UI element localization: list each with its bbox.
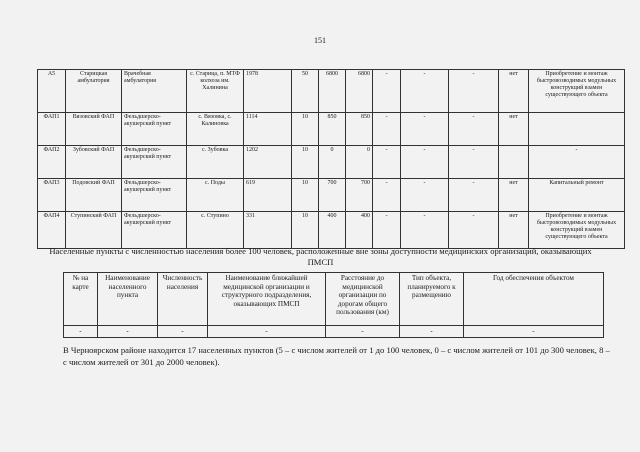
table-cell: - xyxy=(208,326,326,338)
table-row xyxy=(38,212,625,249)
cell-area: 50 xyxy=(292,70,319,113)
cell-v1: 700 xyxy=(319,179,346,212)
cell-exists xyxy=(499,146,529,179)
cell-d3: - xyxy=(449,146,499,179)
cell-exists: нет xyxy=(499,70,529,113)
settlements-table xyxy=(63,272,604,338)
cell-year: 1114 xyxy=(244,113,292,146)
header-cell: Наименование ближайшей медицинской организации и структурного подразделения, оказывающих ПМСП xyxy=(208,273,326,326)
table-header-row xyxy=(64,273,604,326)
header-cell: № на карте xyxy=(64,273,98,326)
header-cell: Расстояние до медицинской организации по дорогам общего пользования (км) xyxy=(326,273,400,326)
cell-d3: - xyxy=(449,70,499,113)
table-row xyxy=(38,179,625,212)
cell-location: с. Ступино xyxy=(187,212,244,249)
section-heading: Населенные пункты с численностью населения более 100 человек, расположенные вне зоны доступности медицинских организаций, оказывающих ПМСП xyxy=(49,246,592,267)
cell-year: 619 xyxy=(244,179,292,212)
cell-plan xyxy=(529,113,625,146)
cell-d2: - xyxy=(401,212,449,249)
cell-d2: - xyxy=(401,70,449,113)
district-note: В Черноярском районе находится 17 населенных пунктов (5 – с числом жителей от 1 до 100 человек, 0 – с числом жителей от 101 до 300 человек, 8 – с числом жителей от 301 до 2000 человек). xyxy=(63,345,610,367)
cell-plan: Капитальный ремонт xyxy=(529,179,625,212)
cell-name: Подовский ФАП xyxy=(66,179,122,212)
cell-type: Фельдшерско-акушерский пункт xyxy=(122,212,187,249)
table-cell: - xyxy=(400,326,464,338)
cell-area: 10 xyxy=(292,212,319,249)
cell-d1: - xyxy=(373,179,401,212)
table-row xyxy=(38,70,625,113)
cell-area: 10 xyxy=(292,179,319,212)
cell-d3: - xyxy=(449,179,499,212)
header-cell: Год обеспечения объектом xyxy=(464,273,604,326)
table-row xyxy=(38,146,625,179)
cell-location: с. Зубовка xyxy=(187,146,244,179)
cell-d1: - xyxy=(373,146,401,179)
cell-location: с. Поды xyxy=(187,179,244,212)
cell-year: 331 xyxy=(244,212,292,249)
table-cell: - xyxy=(464,326,604,338)
cell-type: Фельдшерско-акушерский пункт xyxy=(122,146,187,179)
cell-plan: Приобретение и монтаж быстровозводимых модульных конструкций взамен существующего объекта xyxy=(529,212,625,249)
cell-d3: - xyxy=(449,113,499,146)
table-cell: - xyxy=(64,326,98,338)
cell-code: ФАП2 xyxy=(38,146,66,179)
cell-d1: - xyxy=(373,212,401,249)
table-row xyxy=(64,326,604,338)
cell-d1: - xyxy=(373,113,401,146)
cell-type: Фельдшерско-акушерский пункт xyxy=(122,179,187,212)
cell-type: Фельдшерско-акушерский пункт xyxy=(122,113,187,146)
cell-location: с. Вязовка, с. Калиновка xyxy=(187,113,244,146)
facilities-table xyxy=(37,69,625,249)
page-number: 151 xyxy=(314,36,326,45)
cell-plan: - xyxy=(529,146,625,179)
cell-type: Врачебная амбулатория xyxy=(122,70,187,113)
cell-exists: нет xyxy=(499,212,529,249)
cell-code: ФАП4 xyxy=(38,212,66,249)
cell-code: А5 xyxy=(38,70,66,113)
cell-exists: нет xyxy=(499,179,529,212)
header-cell: Тип объекта, планируемого к размещению xyxy=(400,273,464,326)
cell-d2: - xyxy=(401,113,449,146)
cell-area: 10 xyxy=(292,113,319,146)
cell-d2: - xyxy=(401,179,449,212)
cell-d3: - xyxy=(449,212,499,249)
table-cell: - xyxy=(98,326,158,338)
cell-year: 1202 xyxy=(244,146,292,179)
cell-v1: 0 xyxy=(319,146,346,179)
cell-code: ФАП1 xyxy=(38,113,66,146)
table-row xyxy=(38,113,625,146)
cell-name: Зубовский ФАП xyxy=(66,146,122,179)
header-cell: Численность населения xyxy=(158,273,208,326)
cell-plan: Приобретение и монтаж быстровозводимых модульных конструкций взамен существующего объекта xyxy=(529,70,625,113)
table-cell: - xyxy=(326,326,400,338)
cell-year: 1978 xyxy=(244,70,292,113)
cell-v1: 400 xyxy=(319,212,346,249)
cell-code: ФАП3 xyxy=(38,179,66,212)
table-cell: - xyxy=(158,326,208,338)
cell-name: Ступинский ФАП xyxy=(66,212,122,249)
cell-v2: 0 xyxy=(346,146,373,179)
cell-area: 10 xyxy=(292,146,319,179)
cell-name: Старицкая амбулатория xyxy=(66,70,122,113)
cell-v2: 400 xyxy=(346,212,373,249)
cell-location: с. Старица, п. МТФ колхоза им. Халинина xyxy=(187,70,244,113)
cell-v2: 700 xyxy=(346,179,373,212)
cell-v2: 6800 xyxy=(346,70,373,113)
cell-v1: 850 xyxy=(319,113,346,146)
cell-d1: - xyxy=(373,70,401,113)
cell-name: Вязовский ФАП xyxy=(66,113,122,146)
cell-exists: нет xyxy=(499,113,529,146)
cell-v1: 6800 xyxy=(319,70,346,113)
cell-d2: - xyxy=(401,146,449,179)
header-cell: Наименование населенного пункта xyxy=(98,273,158,326)
cell-v2: 850 xyxy=(346,113,373,146)
